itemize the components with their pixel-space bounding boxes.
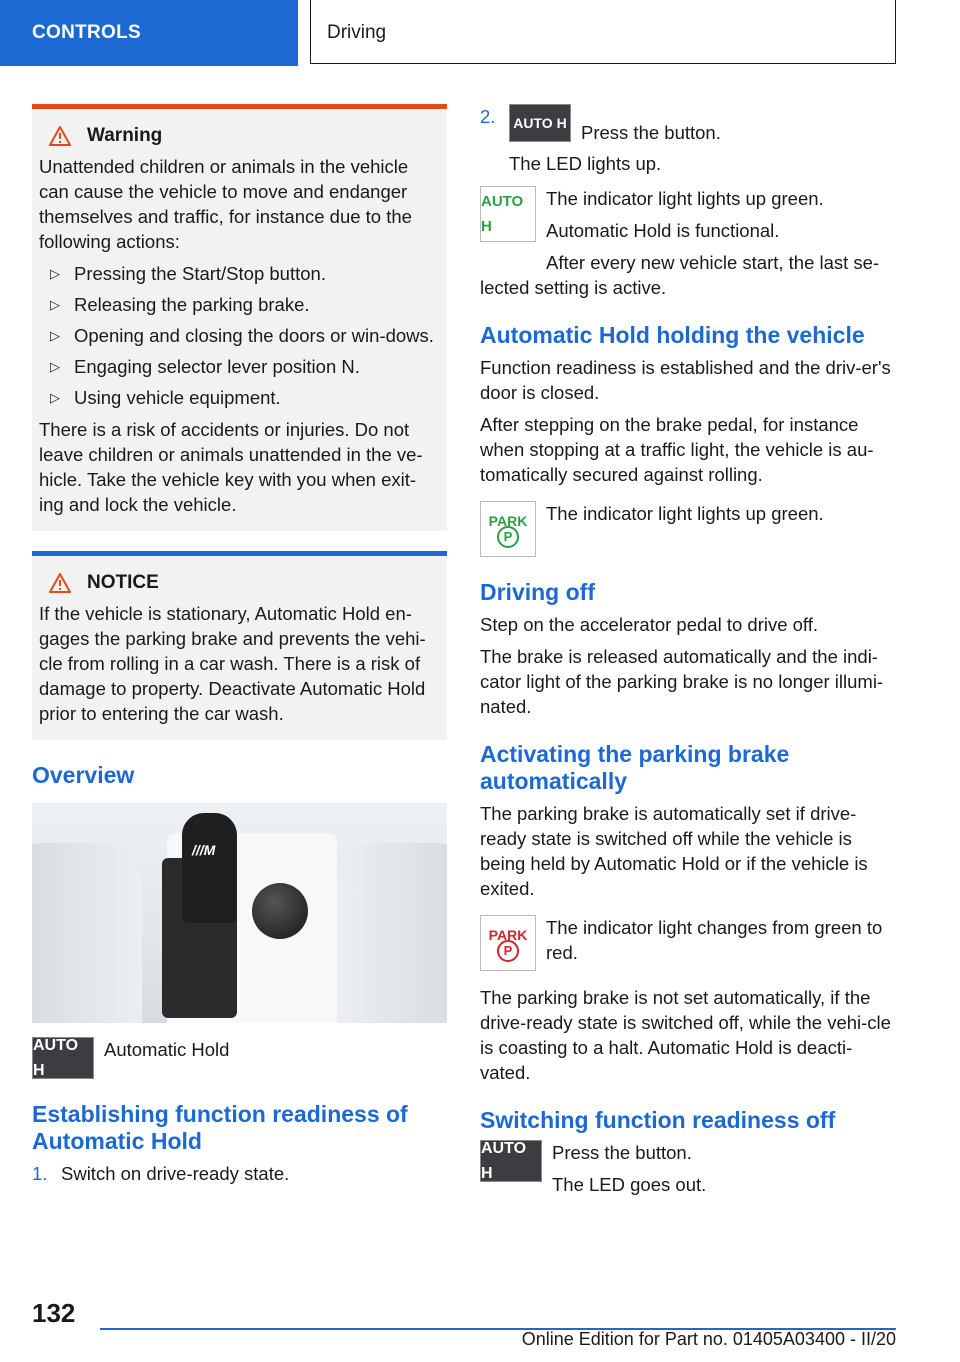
notice-text: If the vehicle is stationary, Automatic Hold en‐gages the parking brake and prevents the vehi‐cle from rolling in a car wash. There is a risk of damage to property. Deactivate Automatic Hold prior to entering the car wash. bbox=[39, 603, 426, 724]
driving-off-heading: Driving off bbox=[480, 579, 595, 605]
switching-off-text-2: The LED goes out. bbox=[552, 1174, 707, 1195]
m-logo: ///M bbox=[192, 842, 216, 858]
activating-indicator-row bbox=[480, 915, 896, 971]
step-2 bbox=[480, 104, 896, 145]
park-p-symbol: P bbox=[497, 940, 519, 962]
establishing-steps bbox=[32, 1161, 447, 1186]
center-console-photo bbox=[32, 803, 447, 1023]
warning-list bbox=[39, 261, 439, 410]
step-2-text: Press the button. bbox=[581, 122, 721, 143]
switching-off-texts bbox=[542, 1140, 706, 1204]
step-1 bbox=[32, 1161, 447, 1186]
selector-lever-shape bbox=[182, 813, 237, 923]
indicator-text-3: After every new vehicle start, the last se‐lected setting is active. bbox=[480, 252, 880, 298]
indicator-text-1: The indicator light lights up green. bbox=[546, 188, 824, 209]
page-number: 132 bbox=[32, 1298, 76, 1328]
switching-off-text-1: Press the button. bbox=[552, 1142, 692, 1163]
indicator-texts bbox=[536, 186, 824, 250]
park-green-icon bbox=[480, 501, 536, 557]
park-red-icon bbox=[480, 915, 536, 971]
notice-title bbox=[39, 570, 439, 595]
auto-hold-button-icon: AUTO H bbox=[509, 104, 571, 142]
chapter-tab[interactable]: Driving bbox=[310, 0, 896, 64]
establishing-heading: Establishing function readiness of Automatic Hold bbox=[32, 1101, 408, 1154]
switching-off-heading: Switching function readiness off bbox=[480, 1107, 836, 1133]
holding-p2: After stepping on the brake pedal, for instance when stopping at a traffic light, the vehicle is au‐tomatically secured against rolling. bbox=[480, 414, 874, 485]
auto-hold-icon-row bbox=[32, 1037, 447, 1079]
step-2-led: The LED lights up. bbox=[509, 153, 662, 174]
warning-title-text: Warning bbox=[87, 125, 163, 146]
auto-hold-button-icon: AUTO H bbox=[480, 1140, 542, 1182]
switching-off-row bbox=[480, 1140, 896, 1204]
notice-title-text: NOTICE bbox=[87, 572, 159, 593]
holding-indicator-text: The indicator light lights up green. bbox=[546, 503, 824, 524]
holding-p1: Function readiness is established and the driv‐er's door is closed. bbox=[480, 357, 891, 403]
establishing-steps-continued bbox=[480, 104, 896, 145]
holding-indicator-row bbox=[480, 501, 896, 557]
list-item: ▷ Using vehicle equipment. bbox=[39, 385, 439, 410]
auto-hold-indicator-icon: AUTO H bbox=[480, 186, 536, 242]
right-seat-shape bbox=[337, 843, 447, 1023]
warning-outro: There is a risk of accidents or injuries. Do not leave children or animals unattended in the ve‐hicle. Take the vehicle key with you when exit‐ing and lock the vehicle. bbox=[39, 419, 423, 515]
auto-hold-caption: Automatic Hold bbox=[104, 1039, 230, 1060]
holding-heading: Automatic Hold holding the vehicle bbox=[480, 322, 865, 348]
warning-triangle-icon bbox=[49, 126, 71, 146]
list-item: ▷ Pressing the Start/Stop button. bbox=[39, 261, 439, 286]
activating-indicator-text: The indicator light changes from green to red. bbox=[546, 917, 883, 963]
right-column bbox=[480, 104, 896, 1218]
list-item: ▷ Opening and closing the doors or win‐dows. bbox=[39, 323, 439, 348]
controller-knob-shape bbox=[252, 883, 308, 939]
park-label: PARK bbox=[488, 513, 528, 529]
overview-heading: Overview bbox=[32, 762, 135, 788]
page-header bbox=[0, 0, 960, 66]
activating-p2: The parking brake is not set automatically, if the drive-ready state is switched off, while the vehi‐cle is coasting to a halt. Automatic Hold is deacti‐vated. bbox=[480, 987, 891, 1083]
step-2-number: 2. bbox=[480, 106, 496, 127]
list-item: ▷ Releasing the parking brake. bbox=[39, 292, 439, 317]
edition-text: Online Edition for Part no. 01405A03400 - II/20 bbox=[521, 1329, 896, 1349]
driving-off-p2: The brake is released automatically and the indi‐cator light of the parking brake is no longer illumi‐nated. bbox=[480, 646, 884, 717]
notice-box bbox=[32, 551, 447, 740]
left-column bbox=[32, 104, 447, 1192]
park-p-symbol: P bbox=[497, 526, 519, 548]
step-1-number: 1. bbox=[32, 1163, 48, 1184]
list-item: ▷ Engaging selector lever position N. bbox=[39, 354, 439, 379]
driving-off-p1: Step on the accelerator pedal to drive off. bbox=[480, 614, 819, 635]
warning-box bbox=[32, 104, 447, 531]
indicator-row bbox=[480, 186, 896, 250]
activating-p1: The parking brake is automatically set if drive-ready state is switched off while the vehicle is being held by Automatic Hold or if the vehicle is exited. bbox=[480, 803, 868, 899]
auto-hold-button-icon: AUTO H bbox=[32, 1037, 94, 1079]
notice-triangle-icon bbox=[49, 573, 71, 593]
step-1-text: Switch on drive-ready state. bbox=[61, 1163, 290, 1184]
park-label: PARK bbox=[488, 927, 528, 943]
activating-heading: Activating the parking brake automatically bbox=[480, 741, 790, 794]
left-seat-shape bbox=[32, 843, 142, 1023]
warning-title bbox=[39, 123, 439, 148]
section-tab[interactable]: CONTROLS bbox=[0, 0, 298, 66]
indicator-text-2: Automatic Hold is functional. bbox=[546, 220, 780, 241]
warning-intro: Unattended children or animals in the vehicle can cause the vehicle to move and endanger themselves and traffic, for instance due to the following actions: bbox=[39, 156, 412, 252]
